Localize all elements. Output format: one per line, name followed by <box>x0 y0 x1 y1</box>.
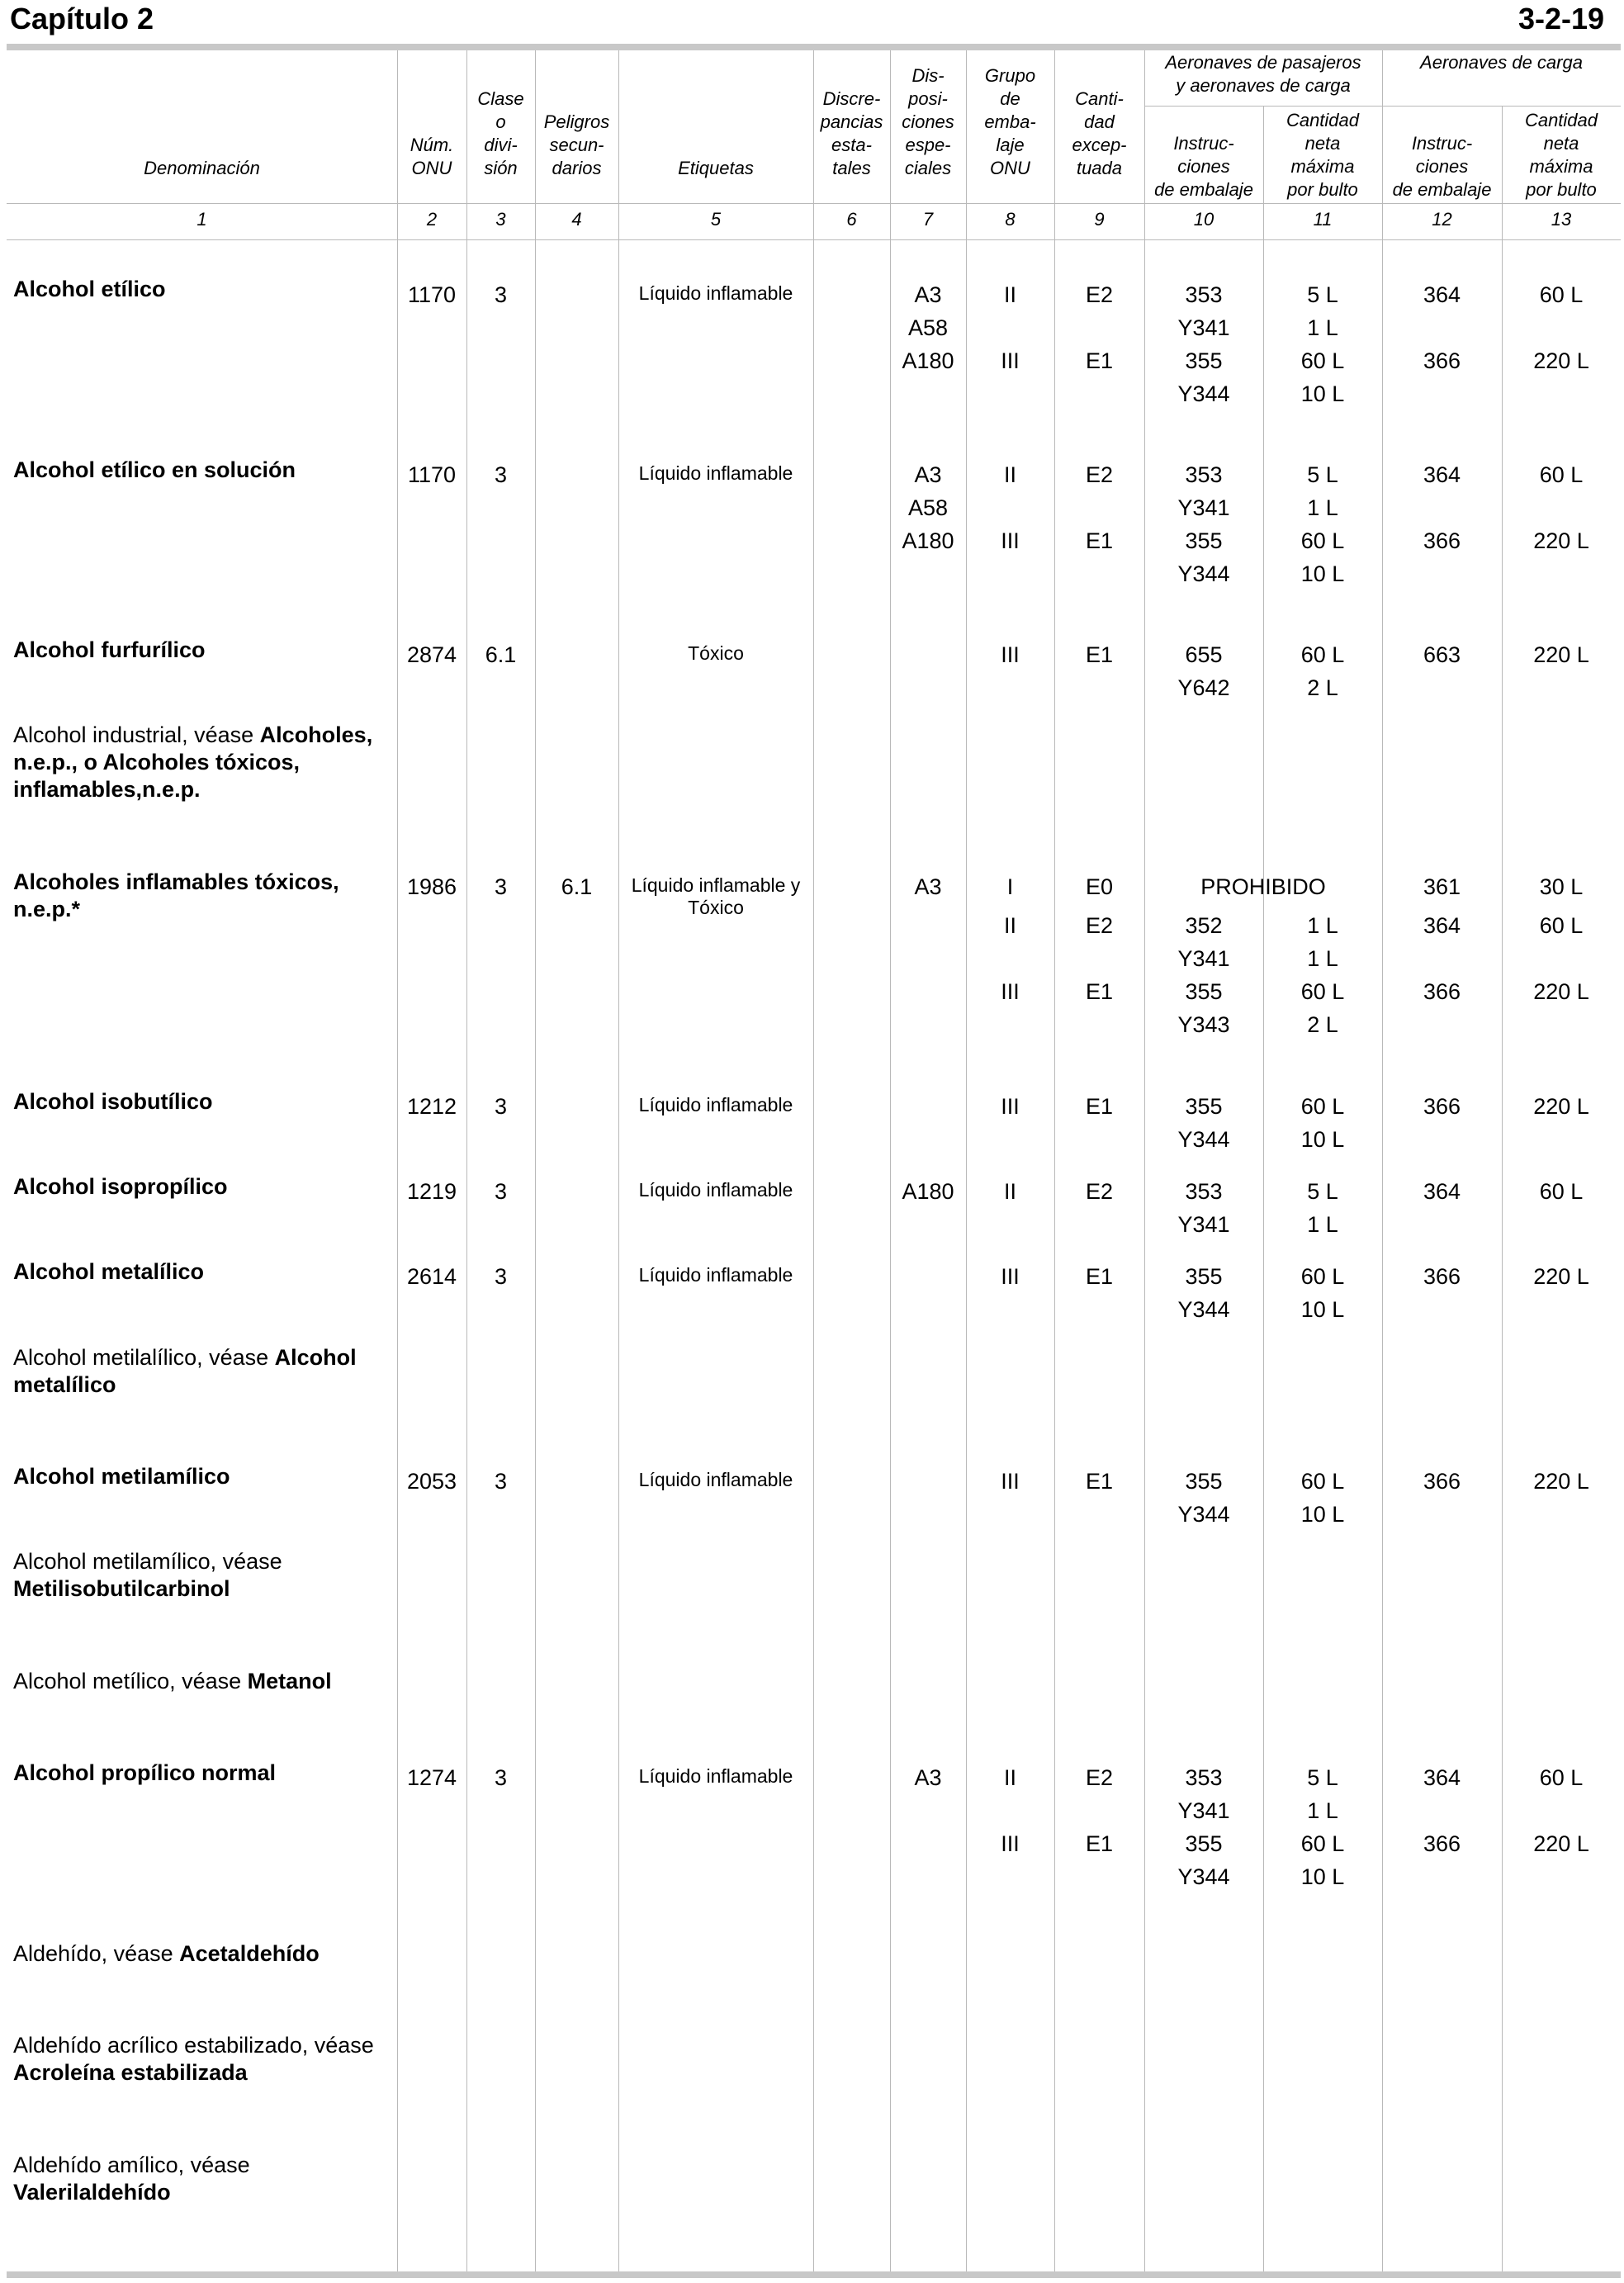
row-grupo: II III <box>1001 1765 1020 1856</box>
row-name: Alcohol metilamílico <box>13 1464 230 1489</box>
chapter-title: Capítulo 2 <box>10 2 154 36</box>
col-header-cantidad-neta: Cantidad neta máxima por bulto <box>1285 110 1360 200</box>
row-instr: 353 Y341 355 Y344 <box>1177 282 1230 406</box>
row-cant-first: E0 <box>1085 874 1114 899</box>
col-number: 7 <box>922 209 934 230</box>
row-disp: A3 <box>914 1765 942 1790</box>
row-instr-carga: 364 <box>1423 1179 1461 1204</box>
col-number: 13 <box>1551 209 1572 230</box>
row-instr: 353 Y341 355 Y344 <box>1177 1765 1230 1889</box>
row-neta-carga: 220 L <box>1533 1094 1589 1119</box>
row-neta-carga: 220 L <box>1533 642 1589 667</box>
row-etiqueta: Líquido inflamable <box>638 1264 793 1286</box>
col-number: 8 <box>1005 209 1016 230</box>
row-name: Alcohol isopropílico <box>13 1174 228 1199</box>
col-header-denominacion: Denominación <box>144 158 260 178</box>
col-number: 2 <box>426 209 438 230</box>
row-cant: E2 <box>1085 1179 1114 1204</box>
bottom-rule <box>7 2271 1621 2278</box>
row-clase: 3 <box>494 1179 508 1204</box>
row-instr: 355 Y344 <box>1177 1264 1230 1322</box>
row-name: Alcohol furfurílico <box>13 637 206 662</box>
row-clase: 3 <box>494 874 508 899</box>
row-neta-carga: 60 L <box>1539 1179 1584 1204</box>
row-disp: A3 A58 A180 <box>902 282 954 373</box>
row-instr-carga: 366 <box>1423 1469 1461 1494</box>
row-instr: 352 Y341 355 Y343 <box>1177 913 1230 1037</box>
row-name: Alcohol etílico <box>13 277 166 301</box>
xref-prefix: Aldehído acrílico estabilizado, véase <box>13 2033 374 2058</box>
col-header-clase: Clase o divi- sión <box>477 88 524 178</box>
row-cant: E1 <box>1085 1469 1114 1494</box>
col-divider <box>397 50 398 2271</box>
row-neta: 5 L 1 L 60 L 10 L <box>1300 1765 1345 1889</box>
xref-target: Acetaldehído <box>179 1941 320 1966</box>
row-cant: E1 <box>1085 642 1114 667</box>
cross-reference-entry <box>13 1344 393 1399</box>
row-grupo: II III <box>1001 913 1020 1004</box>
cross-reference-entry <box>13 2032 393 2086</box>
row-neta-carga: 220 L <box>1533 1469 1589 1494</box>
row-neta-carga-first: 30 L <box>1539 874 1584 899</box>
row-cant: E2 E1 <box>1085 282 1114 373</box>
row-etiqueta: Líquido inflamable y Tóxico <box>631 874 801 918</box>
row-disp: A3 <box>914 874 942 899</box>
row-neta-carga: 60 L 220 L <box>1533 462 1589 553</box>
xref-prefix: Aldehído amílico, véase <box>13 2153 250 2177</box>
row-onu: 1170 <box>407 282 457 307</box>
xref-prefix: Alcohol industrial, véase <box>13 722 260 747</box>
row-instr-carga: 364 366 <box>1423 462 1461 553</box>
header-divider <box>7 239 1621 240</box>
row-grupo: III <box>1001 642 1020 667</box>
col-number: 5 <box>710 209 722 230</box>
col-header-carga-group: Aeronaves de carga <box>1420 52 1583 73</box>
cross-reference-entry <box>13 1668 393 1695</box>
row-clase: 3 <box>494 282 508 307</box>
col-number: 12 <box>1432 209 1452 230</box>
row-disp: A180 <box>902 1179 954 1204</box>
row-instr-carga: 364 366 <box>1423 913 1461 1004</box>
row-grupo: II <box>1003 1179 1016 1204</box>
header-divider <box>1144 106 1621 107</box>
row-neta: 60 L 10 L <box>1300 1264 1345 1322</box>
row-clase: 3 <box>494 1469 508 1494</box>
row-instr: 355 Y344 <box>1177 1094 1230 1152</box>
col-divider <box>890 50 891 2271</box>
row-neta: 5 L 1 L 60 L 10 L <box>1300 462 1345 586</box>
row-name: Alcoholes inflamables tóxicos, n.e.p.* <box>13 869 339 921</box>
header-divider <box>7 203 1621 204</box>
col-header-peligros: Peligros secun- darios <box>543 111 610 178</box>
row-instr: 655 Y642 <box>1177 642 1230 700</box>
xref-prefix: Alcohol metílico, véase <box>13 1669 248 1693</box>
cross-reference-entry <box>13 722 393 803</box>
cross-reference-entry <box>13 2152 393 2206</box>
col-header-instrucciones: Instruc- ciones de embalaje <box>1154 133 1253 200</box>
col-number: 10 <box>1193 209 1214 230</box>
row-neta: 5 L 1 L 60 L 10 L <box>1300 282 1345 406</box>
col-header-disposiciones: Dis- posi- ciones espe- ciales <box>902 65 954 178</box>
col-divider <box>618 50 619 2271</box>
xref-target: Valerilaldehído <box>13 2180 171 2205</box>
row-etiqueta: Líquido inflamable <box>638 1094 793 1115</box>
row-onu: 1274 <box>406 1765 457 1790</box>
row-grupo-first: I <box>1006 874 1014 899</box>
col-number: 3 <box>495 209 506 230</box>
row-cant: E2 E1 <box>1085 913 1114 1004</box>
row-onu: 2874 <box>406 642 457 667</box>
col-divider <box>1382 50 1383 2271</box>
xref-target: Alcohol metalílico <box>13 1345 357 1397</box>
row-neta-carga: 60 L 220 L <box>1533 282 1589 373</box>
row-etiqueta: Líquido inflamable <box>638 1765 793 1787</box>
row-etiqueta: Tóxico <box>688 642 744 664</box>
row-etiqueta: Líquido inflamable <box>638 1179 793 1201</box>
row-neta: 60 L 10 L <box>1300 1469 1345 1527</box>
row-instr-carga: 364 366 <box>1423 1765 1461 1856</box>
row-instr-carga-first: 361 <box>1423 874 1461 899</box>
cross-reference-entry <box>13 1940 393 1968</box>
row-instr-carga: 663 <box>1423 642 1461 667</box>
row-onu: 2053 <box>406 1469 457 1494</box>
xref-prefix: Alcohol metilamílico, véase <box>13 1549 282 1574</box>
col-header-cantidad: Canti- dad excep- tuada <box>1072 88 1127 178</box>
top-rule <box>7 44 1621 50</box>
row-peligros: 6.1 <box>561 874 593 899</box>
col-number: 6 <box>846 209 857 230</box>
col-divider <box>1054 50 1055 2271</box>
row-etiqueta: Líquido inflamable <box>638 282 793 304</box>
xref-prefix: Alcohol metilalílico, véase <box>13 1345 275 1370</box>
row-disp: A3 A58 A180 <box>902 462 954 553</box>
row-name: Alcohol metalílico <box>13 1259 205 1284</box>
page-header <box>7 0 1621 43</box>
row-instr: 353 Y341 <box>1177 1179 1230 1237</box>
xref-target: Metanol <box>247 1669 332 1693</box>
row-grupo: II III <box>1001 462 1020 553</box>
col-header-etiquetas: Etiquetas <box>678 158 754 178</box>
xref-prefix: Aldehído, véase <box>13 1941 180 1966</box>
row-name: Alcohol isobutílico <box>13 1089 213 1114</box>
row-instr: 353 Y341 355 Y344 <box>1177 462 1230 586</box>
row-instr-carga: 366 <box>1423 1264 1461 1289</box>
row-neta: 60 L 10 L <box>1300 1094 1345 1152</box>
row-etiqueta: Líquido inflamable <box>638 462 793 484</box>
row-clase: 3 <box>494 462 508 487</box>
col-header-discrepancias: Discre- pancias esta- tales <box>820 88 883 178</box>
row-neta-carga: 60 L 220 L <box>1533 1765 1589 1856</box>
row-cant: E1 <box>1085 1264 1114 1289</box>
col-header-cantidad-neta-carga: Cantidad neta máxima por bulto <box>1524 110 1598 200</box>
row-cant: E2 E1 <box>1085 1765 1114 1856</box>
col-number: 1 <box>196 209 207 230</box>
row-grupo: III <box>1001 1094 1020 1119</box>
row-instr: 355 Y344 <box>1177 1469 1230 1527</box>
xref-target: Metilisobutilcarbinol <box>13 1576 230 1601</box>
row-clase: 3 <box>494 1264 508 1289</box>
row-neta: 60 L 2 L <box>1300 642 1345 700</box>
col-number: 11 <box>1313 209 1333 230</box>
xref-target: Acroleína estabilizada <box>13 2060 248 2085</box>
row-neta-carga: 60 L 220 L <box>1533 913 1589 1004</box>
row-grupo: III <box>1001 1264 1020 1289</box>
row-neta-carga: 220 L <box>1533 1264 1589 1289</box>
col-header-pasajeros-group: Aeronaves de pasajeros y aeronaves de carga <box>1165 52 1361 96</box>
row-clase: 3 <box>494 1765 508 1790</box>
col-number: 4 <box>571 209 582 230</box>
col-divider <box>535 50 536 2271</box>
row-onu: 2614 <box>406 1264 457 1289</box>
row-etiqueta: Líquido inflamable <box>638 1469 793 1490</box>
row-cant: E1 <box>1085 1094 1114 1119</box>
row-onu: 1219 <box>406 1179 457 1204</box>
row-neta: 5 L 1 L <box>1307 1179 1338 1237</box>
col-divider <box>466 50 467 2271</box>
col-number: 9 <box>1094 209 1105 230</box>
row-instr-carga: 364 366 <box>1423 282 1461 373</box>
row-name: Alcohol propílico normal <box>13 1760 277 1785</box>
row-onu: 1170 <box>407 462 457 487</box>
row-onu: 1986 <box>406 874 457 899</box>
col-header-instrucciones-carga: Instruc- ciones de embalaje <box>1392 133 1492 200</box>
row-instr-carga: 366 <box>1423 1094 1461 1119</box>
row-grupo: II III <box>1001 282 1020 373</box>
row-name: Alcohol etílico en solución <box>13 457 296 482</box>
prohibido-label: PROHIBIDO <box>1200 874 1326 899</box>
page-number: 3-2-19 <box>1517 2 1604 36</box>
xref-target: Alcoholes, n.e.p., o Alcoholes tóxicos, inflamables,n.e.p. <box>13 722 373 802</box>
row-clase: 3 <box>494 1094 508 1119</box>
col-header-num-onu: Núm. ONU <box>410 135 454 178</box>
row-cant: E2 E1 <box>1085 462 1114 553</box>
cross-reference-entry <box>13 1548 393 1603</box>
col-divider <box>966 50 967 2271</box>
row-grupo: III <box>1001 1469 1020 1494</box>
col-header-grupo: Grupo de emba- laje ONU <box>984 65 1036 178</box>
row-onu: 1212 <box>406 1094 457 1119</box>
col-divider <box>813 50 814 2271</box>
row-clase: 6.1 <box>485 642 517 667</box>
row-neta: 1 L 1 L 60 L 2 L <box>1300 913 1345 1037</box>
